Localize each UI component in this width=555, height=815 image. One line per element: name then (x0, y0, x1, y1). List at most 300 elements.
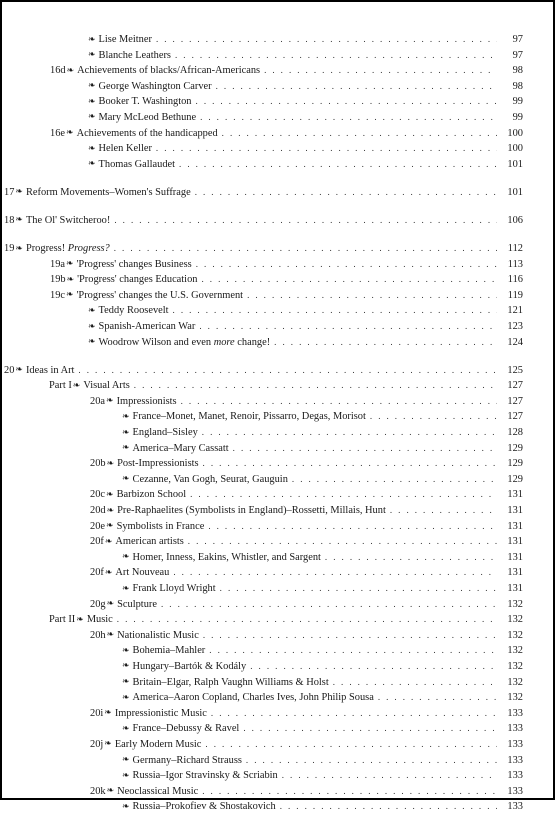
entry-title (117, 456, 198, 472)
fleuron-icon: ❧ (72, 379, 81, 390)
dot-leader (195, 185, 497, 201)
toc-row (2, 534, 553, 550)
toc-row (2, 472, 553, 488)
toc-entry[interactable] (122, 550, 523, 566)
toc-entry[interactable] (90, 394, 523, 410)
dot-leader (201, 272, 497, 288)
toc-entry[interactable] (90, 487, 523, 503)
page-number: 129 (507, 458, 523, 470)
page-number: 132 (507, 598, 523, 610)
page-number: 124 (507, 336, 523, 348)
toc-entry[interactable] (90, 597, 523, 613)
toc-entry[interactable] (122, 721, 523, 737)
toc-row (2, 441, 553, 457)
page-number: 132 (507, 676, 523, 688)
toc-entry[interactable] (50, 288, 523, 304)
page-number: 113 (507, 258, 523, 270)
fleuron-icon: ❧ (88, 80, 96, 91)
entry-title (87, 612, 113, 628)
entry-title (133, 581, 216, 597)
fleuron-icon: ❧ (15, 186, 23, 197)
entry-title-text: Impressionistic Music (114, 707, 207, 719)
entry-title-text: Barbizon School (116, 489, 187, 501)
fleuron-icon: ❧ (122, 722, 130, 733)
toc-entry[interactable] (90, 628, 523, 644)
fleuron-icon: ❧ (88, 142, 96, 153)
entry-title (115, 737, 202, 753)
entry-title-text: The Ol' Switcheroo! (25, 214, 111, 226)
entry-title (133, 409, 366, 425)
page-number: 133 (507, 801, 523, 813)
toc-entry[interactable] (50, 257, 523, 273)
entry-title (99, 32, 152, 48)
toc-entry[interactable] (122, 768, 523, 784)
section-number: 20b (90, 458, 106, 470)
dot-leader (250, 659, 497, 675)
fleuron-icon: ❧ (106, 457, 115, 468)
toc-entry[interactable] (122, 581, 523, 597)
fleuron-icon: ❧ (15, 214, 23, 225)
toc-entry[interactable] (88, 319, 523, 335)
fleuron-icon: ❧ (122, 473, 130, 484)
toc-row (2, 272, 553, 288)
page-number: 101 (507, 158, 523, 170)
entry-title-text: Frank Lloyd Wright (132, 583, 216, 594)
entry-title-text: America–Aaron Copland, Charles Ives, John Philip Sousa (132, 692, 374, 704)
page-number: 132 (507, 692, 523, 704)
toc-entry[interactable] (122, 643, 523, 659)
toc-row (2, 721, 553, 737)
toc-row (2, 335, 553, 351)
dot-leader (220, 581, 497, 597)
dot-leader (209, 643, 497, 659)
dot-leader (200, 110, 497, 126)
entry-title-text: Early Modern Music (114, 738, 202, 750)
page-number: 127 (507, 380, 523, 392)
entry-title (133, 753, 242, 769)
fleuron-icon: ❧ (66, 258, 74, 269)
dot-leader (114, 213, 497, 229)
entry-title-text: American artists (115, 536, 184, 548)
page-number: 131 (507, 583, 523, 594)
dot-leader (190, 487, 497, 503)
fleuron-icon: ❧ (104, 535, 113, 546)
entry-title-text: Progress! (25, 243, 66, 255)
section-number: 20j (90, 738, 104, 750)
toc-entry[interactable] (88, 335, 523, 351)
fleuron-icon: ❧ (88, 320, 96, 331)
toc-row (2, 565, 553, 581)
toc-row (2, 768, 553, 784)
fleuron-icon: ❧ (122, 582, 130, 593)
page-number: 100 (507, 143, 523, 155)
page-number: 121 (507, 305, 523, 317)
toc-entry[interactable] (88, 48, 523, 64)
entry-title (99, 110, 197, 126)
page-number: 98 (512, 80, 523, 92)
fleuron-icon: ❧ (122, 754, 130, 765)
dot-leader (156, 141, 497, 157)
page-number: 119 (507, 289, 523, 301)
toc-entry[interactable] (49, 378, 523, 394)
toc-row (2, 628, 553, 644)
section-number: 17 (4, 186, 15, 198)
entry-title (133, 659, 247, 675)
fleuron-icon: ❧ (106, 504, 115, 515)
toc-entry[interactable] (88, 157, 523, 173)
dot-leader (264, 63, 497, 79)
toc-entry[interactable] (88, 94, 523, 110)
page-number: 133 (507, 770, 523, 782)
toc-row (2, 737, 553, 753)
dot-leader (203, 456, 497, 472)
entry-title-text: Blanche Leathers (98, 49, 171, 61)
section-number: 20h (90, 629, 106, 641)
fleuron-icon: ❧ (104, 566, 113, 577)
entry-title-text: Hungary–Bartók & Kodály (132, 660, 247, 672)
entry-title-text: Bohemia–Mahler (132, 645, 206, 657)
toc-row (2, 784, 553, 800)
fleuron-icon: ❧ (122, 691, 130, 702)
entry-title (133, 690, 374, 706)
page-number: 133 (507, 738, 523, 750)
page-number: 97 (512, 34, 523, 45)
toc-row (2, 612, 553, 628)
entry-title-text: Helen Keller (98, 143, 152, 155)
page-number: 127 (507, 411, 523, 423)
toc-row (2, 213, 553, 229)
page-number: 131 (507, 567, 523, 579)
toc-entry[interactable] (88, 141, 523, 157)
page-number: 116 (507, 274, 523, 286)
dot-leader (246, 753, 497, 769)
toc-entry[interactable] (122, 659, 523, 675)
toc-entry[interactable] (4, 213, 523, 229)
dot-leader (156, 32, 497, 48)
entry-title-text: Booker T. Washington (98, 96, 192, 108)
page-number: 132 (507, 614, 523, 626)
dot-leader (247, 288, 497, 304)
entry-title-text: Impressionists (116, 395, 177, 407)
page-number: 128 (507, 427, 523, 439)
entry-title-text: Achievements of blacks/African-Americans (77, 65, 261, 77)
toc-entry[interactable] (122, 425, 523, 441)
fleuron-icon: ❧ (66, 273, 75, 284)
toc-entry[interactable] (88, 303, 523, 319)
entry-title-text: Art Nouveau (115, 567, 170, 579)
fleuron-icon: ❧ (106, 629, 115, 640)
page-number: 131 (507, 520, 523, 532)
dot-leader (203, 628, 497, 644)
entry-title (133, 472, 288, 488)
toc-row (2, 288, 553, 304)
entry-title (115, 565, 169, 581)
entry-title-text: America–Mary Cassatt (132, 442, 229, 454)
entry-title (133, 643, 206, 659)
page-number: 112 (507, 243, 523, 255)
entry-title-text: Sculpture (117, 598, 157, 610)
page-number: 132 (507, 645, 523, 657)
entry-title-text: Germany–Richard Strauss (132, 754, 242, 766)
toc-row (2, 394, 553, 410)
dot-leader (370, 409, 497, 425)
fleuron-icon: ❧ (106, 520, 114, 531)
fleuron-icon: ❧ (106, 785, 115, 796)
entry-title (99, 335, 271, 351)
entry-title (26, 185, 191, 201)
section-number: 16d (50, 65, 66, 77)
dot-leader (333, 675, 497, 691)
entry-title (83, 378, 129, 394)
toc-entry[interactable] (90, 706, 523, 722)
page-number: 133 (507, 707, 523, 719)
section-number: 20a (90, 395, 106, 407)
toc-row (2, 643, 553, 659)
toc-entry[interactable] (90, 519, 523, 535)
toc-entry[interactable] (88, 32, 523, 48)
entry-title (26, 213, 110, 229)
entry-title (77, 257, 192, 273)
page-number: 132 (507, 660, 523, 672)
entry-title-text: Achievements of the handicapped (76, 127, 218, 139)
dot-leader (325, 550, 497, 566)
section-number: 20f (90, 567, 104, 579)
entry-title (133, 721, 240, 737)
fleuron-icon: ❧ (122, 426, 130, 437)
page-number: 129 (507, 473, 523, 485)
toc-entry[interactable] (88, 110, 523, 126)
page-number: 131 (507, 551, 523, 563)
table-of-contents (2, 32, 553, 815)
fleuron-icon: ❧ (122, 442, 130, 453)
page-number: 131 (507, 489, 523, 501)
section-number: 20c (90, 489, 106, 501)
dot-leader (134, 378, 497, 394)
entry-title-text: Ideas in Art (25, 364, 75, 376)
section-number: 20 (4, 364, 15, 376)
entry-title (99, 319, 196, 335)
dot-leader (233, 441, 497, 457)
toc-row (2, 409, 553, 425)
toc-row (2, 519, 553, 535)
entry-title (99, 303, 169, 319)
toc-row (2, 706, 553, 722)
entry-title-emphasis: Progress? (67, 243, 110, 255)
entry-title (99, 94, 192, 110)
entry-title (99, 141, 152, 157)
dot-leader (196, 94, 497, 110)
dot-leader (243, 721, 497, 737)
toc-row (2, 425, 553, 441)
entry-title-emphasis: more (213, 336, 235, 348)
toc-entry[interactable] (4, 241, 523, 257)
entry-title (77, 63, 260, 79)
toc-entry[interactable] (122, 675, 523, 691)
entry-title-text: Reform Movements–Women's Suffrage (25, 186, 191, 198)
toc-entry[interactable] (90, 784, 523, 800)
toc-entry[interactable] (122, 409, 523, 425)
fleuron-icon: ❧ (106, 395, 114, 406)
toc-row (2, 257, 553, 273)
toc-row (2, 79, 553, 95)
toc-entry[interactable] (50, 63, 523, 79)
toc-row (2, 799, 553, 815)
toc-entry[interactable] (90, 737, 523, 753)
toc-entry[interactable] (88, 79, 523, 95)
dot-leader (117, 612, 497, 628)
fleuron-icon: ❧ (15, 242, 23, 253)
entry-title-text: Lise Meitner (98, 34, 152, 45)
entry-title (77, 126, 218, 142)
entry-title-text: 'Progress' changes the U.S. Government (76, 289, 244, 301)
fleuron-icon: ❧ (104, 707, 112, 718)
entry-title (117, 487, 187, 503)
entry-title-text: Pre-Raphaelites (Symbolists in England)–Rossetti, Millais, Hunt (117, 505, 386, 517)
dot-leader (114, 241, 497, 257)
section-number: 20d (90, 505, 106, 517)
entry-title-text: Russia–Igor Stravinsky & Scriabin (132, 770, 278, 782)
dot-leader (202, 425, 497, 441)
toc-entry[interactable] (90, 534, 523, 550)
fleuron-icon: ❧ (122, 769, 130, 780)
dot-leader (199, 319, 497, 335)
fleuron-icon: ❧ (122, 660, 130, 671)
fleuron-icon: ❧ (122, 676, 130, 687)
entry-title-text: Russia–Prokofiev & Shostakovich (132, 801, 276, 813)
section-number: 20i (90, 707, 104, 719)
fleuron-icon: ❧ (122, 551, 130, 562)
entry-title (99, 48, 171, 64)
entry-title (133, 768, 278, 784)
page-number: 132 (507, 629, 523, 641)
section-number: 19 (4, 243, 15, 255)
toc-entry[interactable] (90, 565, 523, 581)
entry-title-text: Neoclassical Music (117, 785, 199, 797)
toc-row (2, 32, 553, 48)
fleuron-icon: ❧ (106, 598, 115, 609)
entry-title (77, 272, 197, 288)
toc-entry[interactable] (122, 753, 523, 769)
dot-leader (175, 48, 497, 64)
toc-row (2, 363, 553, 379)
dot-leader (202, 784, 497, 800)
fleuron-icon: ❧ (66, 64, 75, 75)
dot-leader (282, 768, 497, 784)
entry-title (133, 425, 198, 441)
fleuron-icon: ❧ (88, 336, 96, 347)
toc-entry[interactable] (4, 363, 523, 379)
entry-title (77, 288, 244, 304)
toc-entry[interactable] (122, 799, 523, 815)
entry-title-text: England–Sisley (132, 427, 198, 439)
entry-title-text: Post-Impressionists (117, 458, 199, 470)
toc-row (2, 185, 553, 201)
fleuron-icon: ❧ (106, 488, 114, 499)
fleuron-icon: ❧ (88, 49, 96, 60)
toc-row (2, 503, 553, 519)
entry-title-text: Nationalistic Music (117, 629, 199, 641)
section-number: Part II (49, 614, 76, 626)
section-number: 19c (50, 289, 66, 301)
entry-title-text: Visual Arts (83, 380, 130, 392)
section-number: 20g (90, 598, 106, 610)
entry-title (117, 503, 386, 519)
toc-row (2, 378, 553, 394)
page-number: 123 (507, 321, 523, 332)
entry-title-text: France–Debussy & Ravel (132, 723, 240, 735)
toc-row (2, 241, 553, 257)
page-number: 131 (507, 505, 523, 517)
page-number: 98 (512, 65, 523, 77)
entry-title-text: Thomas Gallaudet (98, 158, 176, 170)
entry-title (133, 441, 229, 457)
section-number: 16e (50, 127, 66, 139)
toc-row (2, 753, 553, 769)
dot-leader (222, 126, 497, 142)
page-number: 100 (507, 127, 523, 139)
toc-entry[interactable] (50, 272, 523, 288)
entry-title (133, 550, 321, 566)
entry-title-text: 'Progress' changes Education (77, 274, 198, 286)
fleuron-icon: ❧ (66, 127, 74, 138)
fleuron-icon: ❧ (15, 364, 23, 375)
toc-entry[interactable] (90, 456, 523, 472)
toc-row (2, 659, 553, 675)
toc-entry[interactable] (49, 612, 523, 628)
toc-row (2, 581, 553, 597)
fleuron-icon: ❧ (66, 289, 74, 300)
section-number: 19b (50, 274, 66, 286)
toc-entry[interactable] (50, 126, 523, 142)
entry-title-text: Music (86, 614, 113, 626)
entry-title (115, 706, 207, 722)
entry-title-text: Spanish-American War (98, 321, 196, 332)
entry-title-text: Cezanne, Van Gogh, Seurat, Gauguin (132, 473, 288, 485)
entry-title (99, 79, 212, 95)
section-number: 19a (50, 258, 66, 270)
toc-entry[interactable] (122, 690, 523, 706)
fleuron-icon: ❧ (122, 644, 130, 655)
toc-entry[interactable] (122, 441, 523, 457)
section-number: 18 (4, 214, 15, 226)
dot-leader (205, 737, 497, 753)
page-number: 133 (507, 723, 523, 735)
toc-row (2, 141, 553, 157)
toc-entry[interactable] (122, 472, 523, 488)
toc-row (2, 456, 553, 472)
toc-row (2, 110, 553, 126)
page-number: 97 (512, 49, 523, 61)
toc-row (2, 597, 553, 613)
fleuron-icon: ❧ (122, 410, 130, 421)
entry-title (133, 799, 276, 815)
page-number: 133 (507, 785, 523, 797)
dot-leader (78, 363, 497, 379)
page-number: 99 (512, 111, 523, 123)
dot-leader (208, 519, 497, 535)
section-number: Part I (49, 380, 72, 392)
entry-title-text: George Washington Carver (98, 80, 212, 92)
entry-title-text: Woodrow Wilson and even (98, 336, 212, 348)
toc-row (2, 550, 553, 566)
entry-title (26, 363, 74, 379)
toc-entry[interactable] (4, 185, 523, 201)
toc-entry[interactable] (90, 503, 523, 519)
entry-title-text: Britain–Elgar, Ralph Vaughn Williams & Holst (132, 676, 329, 688)
page-number: 125 (507, 364, 523, 376)
section-number: 20e (90, 520, 106, 532)
toc-row (2, 675, 553, 691)
